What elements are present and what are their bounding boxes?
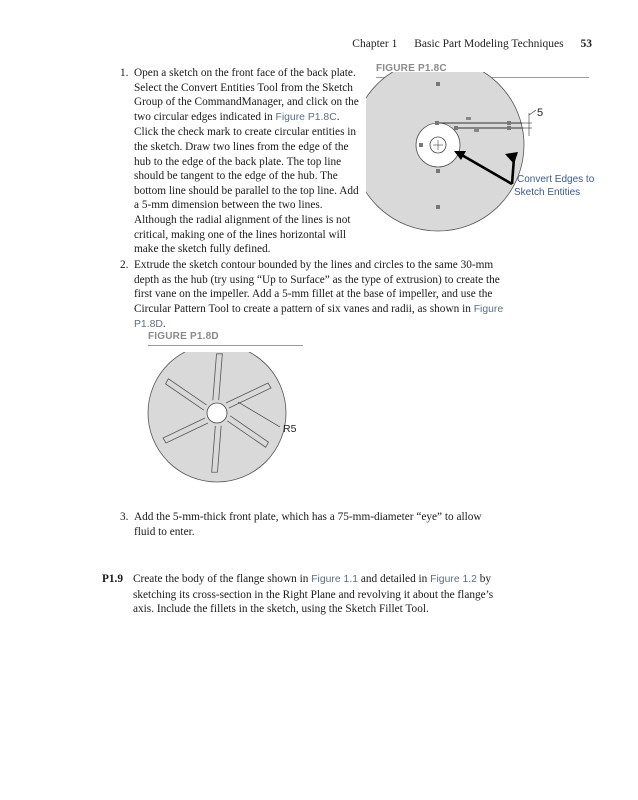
figure-1-2-reference[interactable]: Figure 1.2 — [430, 574, 477, 585]
figure-p1-8d — [140, 352, 320, 502]
relation-marker — [466, 117, 471, 120]
sketch-point — [436, 169, 440, 173]
figure-1-1-reference[interactable]: Figure 1.1 — [311, 574, 358, 585]
step-2-text-a: Extrude the sketch contour bounded by the lines and circles to the same 30-mm depth as the hub (try using “Up to Surface” as the type of extrusion) to create the first vane on the impeller. Add a 5-mm fillet at the base of impeller, and use the Circular Pattern Tool to create a pattern of six vanes and radii, as shown in — [134, 259, 500, 315]
sketch-point — [436, 205, 440, 209]
problem-text-b: and detailed in — [358, 573, 431, 585]
sketch-point — [507, 121, 511, 125]
step-2-text-b: . — [162, 318, 166, 331]
dimension-leader — [529, 110, 536, 115]
radius-label: R5 — [283, 423, 297, 435]
chapter-title: Basic Part Modeling Techniques — [414, 38, 564, 50]
sketch-point — [507, 126, 511, 130]
dimension-label: 5 — [537, 107, 544, 119]
step-1-text-b: . Click the check mark to create circular entities in the sketch. Draw two lines from the edge of the hub to the edge of the back plate. The top line should be tangent to the edge of the hub. The bottom line should be parallel to the top line. Add a 5-mm dimension between the two lines. Although the radial alignment of the lines is not critical, making one of the lines horizontal will make the sketch fully defined. — [134, 110, 359, 256]
problem-text-c: by sketching its cross-section in the Right Plane and revolving it about the flange’s axis. Include the fillets in the sketch, using the Sketch Fillet Tool. — [133, 573, 494, 616]
hub-eye — [207, 403, 227, 423]
sketch-point — [419, 143, 423, 147]
step-2-number: 2. — [120, 259, 129, 271]
callout-text-line-2: Sketch Entities — [514, 187, 581, 198]
problem-text-a: Create the body of the flange shown in — [133, 573, 312, 585]
sketch-point — [435, 121, 439, 125]
running-header — [0, 38, 592, 50]
step-1 — [120, 66, 364, 257]
sketch-point — [454, 126, 458, 130]
problem-number: P1.9 — [102, 573, 124, 585]
figure-p1-8d-reference[interactable]: Figure P1.8D — [134, 303, 504, 331]
sketch-point — [436, 82, 440, 86]
step-3-text: Add the 5-mm-thick front plate, which has a 75-mm-diameter “eye” to allow fluid to enter. — [134, 511, 482, 538]
page-number: 53 — [580, 38, 592, 50]
step-1-number: 1. — [120, 67, 129, 79]
callout-text-line-1: Convert Edges to — [517, 174, 595, 185]
step-3-number: 3. — [120, 511, 129, 523]
problem-p1-9 — [102, 572, 503, 617]
figure-p1-8c-reference[interactable]: Figure P1.8C — [275, 111, 337, 123]
figure-p1-8c-label: FIGURE P1.8C — [376, 63, 447, 74]
relation-marker — [474, 129, 479, 132]
step-1-text-a: Open a sketch on the front face of the back plate. Select the Convert Entities Tool from the Sketch Group of the CommandManager, and click on the two circular edges indicated in — [134, 67, 359, 123]
step-2 — [120, 258, 519, 333]
figure-p1-8c — [366, 72, 626, 254]
chapter-number: Chapter 1 — [352, 38, 398, 50]
step-3 — [120, 510, 494, 539]
figure-p1-8d-label: FIGURE P1.8D — [148, 331, 219, 342]
